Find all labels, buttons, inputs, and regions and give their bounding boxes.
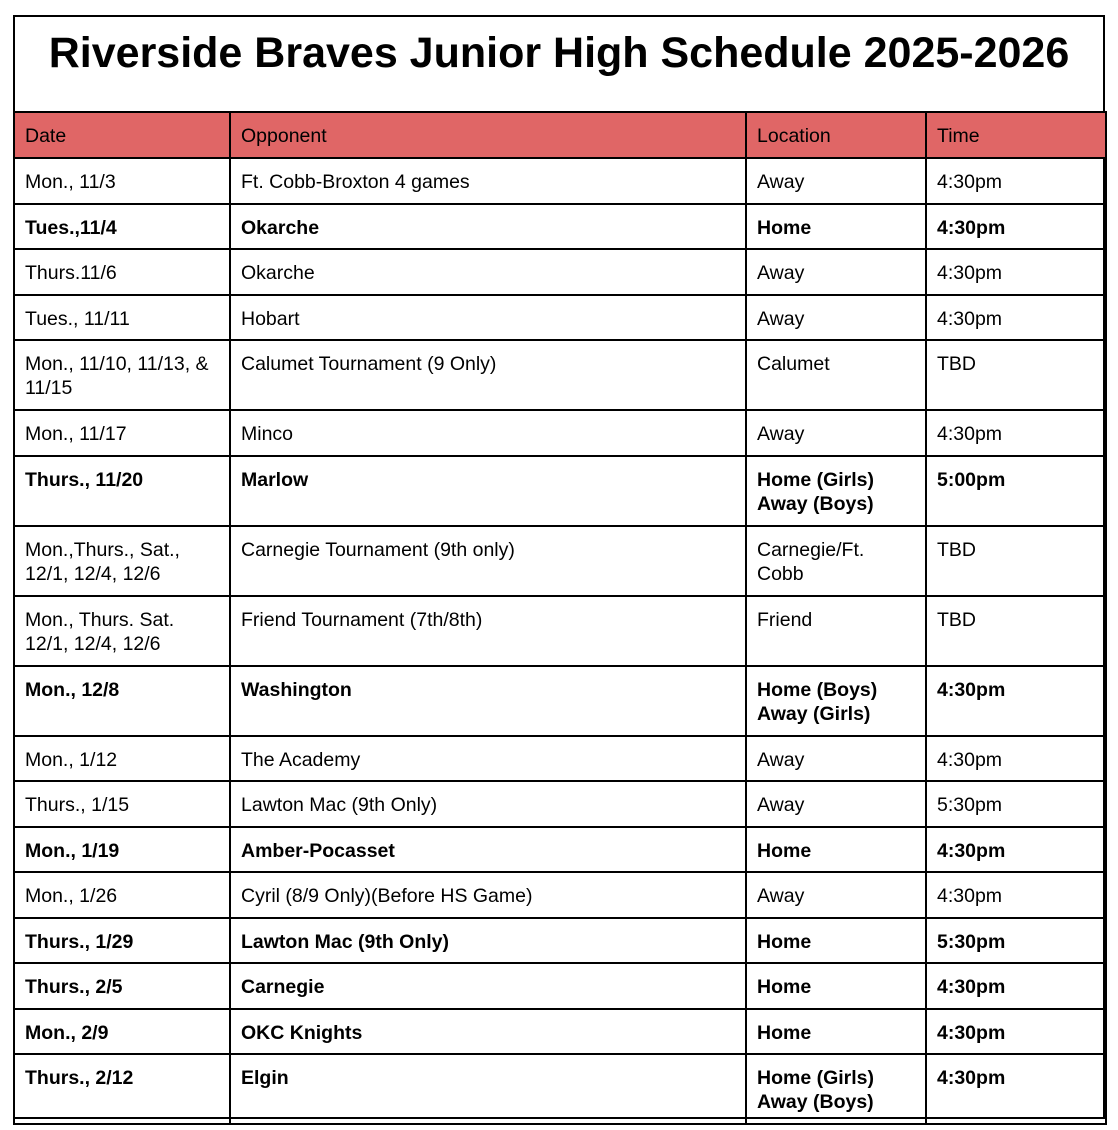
date-cell: Thurs.11/6: [14, 249, 230, 295]
location-cell: [746, 827, 926, 873]
opponent-cell: Carnegie: [230, 963, 746, 1009]
table-header-row: [14, 112, 1106, 158]
opponent-cell: Calumet Tournament (9 Only): [230, 340, 746, 410]
location-line: Away: [757, 307, 805, 330]
location-line: Away: [757, 262, 805, 284]
date-cell: Thurs., 11/20: [14, 456, 230, 526]
location-cell: [746, 963, 926, 1009]
table-row: [14, 340, 1106, 410]
column-header-opponent: Opponent: [230, 112, 746, 158]
time-cell: 5:00pm: [926, 456, 1106, 526]
date-cell: Mon., Thurs. Sat. 12/1, 12/4, 12/6: [14, 596, 230, 666]
opponent-cell: Minco: [230, 410, 746, 456]
location-cell: [746, 666, 926, 736]
location-cell: [746, 596, 926, 666]
location-line: Away (Boys): [757, 1091, 874, 1113]
time-cell: 4:30pm: [926, 295, 1106, 341]
location-cell: [746, 204, 926, 250]
date-cell: Mon.,Thurs., Sat., 12/1, 12/4, 12/6: [14, 526, 230, 596]
time-cell: 4:30pm: [926, 249, 1106, 295]
date-cell: Mon., 12/8: [14, 666, 230, 736]
location-line: Away (Girls): [757, 702, 871, 725]
location-line: Friend: [757, 608, 813, 631]
location-line: Home (Girls): [757, 1067, 875, 1089]
location-cell: [746, 526, 926, 596]
time-cell: 4:30pm: [926, 158, 1106, 204]
location-line: Away: [757, 794, 805, 816]
location-cell: [746, 781, 926, 827]
location-line: Away: [757, 171, 805, 193]
time-cell: TBD: [926, 596, 1106, 666]
location-line: Away: [757, 748, 805, 771]
location-line: Away (Boys): [757, 492, 874, 515]
date-cell: Mon., 11/3: [14, 158, 230, 204]
time-cell: 4:30pm: [926, 1054, 1106, 1124]
date-cell: Thurs., 2/5: [14, 963, 230, 1009]
opponent-cell: Amber-Pocasset: [230, 827, 746, 873]
date-cell: Mon., 1/19: [14, 827, 230, 873]
table-row: [14, 736, 1106, 782]
time-cell: 4:30pm: [926, 410, 1106, 456]
column-header-location: Location: [746, 112, 926, 158]
location-cell: [746, 158, 926, 204]
table-row: [14, 781, 1106, 827]
table-row: [14, 1054, 1106, 1124]
time-cell: 4:30pm: [926, 736, 1106, 782]
time-cell: 4:30pm: [926, 827, 1106, 873]
location-cell: [746, 736, 926, 782]
date-cell: Thurs., 1/15: [14, 781, 230, 827]
location-line: Home: [757, 839, 812, 862]
date-cell: Tues., 11/11: [14, 295, 230, 341]
table-row: [14, 666, 1106, 736]
time-cell: 4:30pm: [926, 666, 1106, 736]
location-line: Home: [757, 216, 812, 239]
table-row: [14, 918, 1106, 964]
location-cell: [746, 249, 926, 295]
page-title: Riverside Braves Junior High Schedule 2025-2026: [48, 29, 1070, 77]
opponent-cell: Hobart: [230, 295, 746, 341]
location-line: Home (Girls): [757, 468, 875, 491]
date-cell: Mon., 1/26: [14, 872, 230, 918]
date-cell: Thurs., 1/29: [14, 918, 230, 964]
time-cell: 5:30pm: [926, 918, 1106, 964]
opponent-cell: Lawton Mac (9th Only): [230, 918, 746, 964]
location-line: Home: [757, 976, 812, 998]
location-line: Carnegie/Ft. Cobb: [757, 538, 865, 585]
time-cell: 4:30pm: [926, 872, 1106, 918]
opponent-cell: Elgin: [230, 1054, 746, 1124]
location-cell: [746, 1009, 926, 1055]
table-row: [14, 963, 1106, 1009]
title-cell: [15, 17, 1103, 111]
location-line: Home: [757, 1021, 812, 1044]
date-cell: Mon., 11/10, 11/13, & 11/15: [14, 340, 230, 410]
location-line: Away: [757, 423, 805, 445]
table-row: [14, 249, 1106, 295]
schedule-table: [13, 111, 1107, 1125]
time-cell: TBD: [926, 526, 1106, 596]
location-cell: [746, 295, 926, 341]
table-row: [14, 872, 1106, 918]
date-cell: Mon., 11/17: [14, 410, 230, 456]
table-row: [14, 410, 1106, 456]
opponent-cell: Okarche: [230, 204, 746, 250]
time-cell: 5:30pm: [926, 781, 1106, 827]
column-header-date: Date: [14, 112, 230, 158]
table-row: [14, 295, 1106, 341]
table-row: [14, 204, 1106, 250]
table-row: [14, 827, 1106, 873]
schedule-body: [14, 158, 1106, 1124]
location-line: Calumet: [757, 353, 830, 375]
location-cell: [746, 456, 926, 526]
opponent-cell: Carnegie Tournament (9th only): [230, 526, 746, 596]
table-row: [14, 526, 1106, 596]
table-row: [14, 1009, 1106, 1055]
column-header-time: Time: [926, 112, 1106, 158]
location-cell: [746, 410, 926, 456]
time-cell: TBD: [926, 340, 1106, 410]
date-cell: Tues.,11/4: [14, 204, 230, 250]
location-line: Home (Boys): [757, 678, 878, 701]
opponent-cell: The Academy: [230, 736, 746, 782]
time-cell: 4:30pm: [926, 1009, 1106, 1055]
date-cell: Mon., 2/9: [14, 1009, 230, 1055]
time-cell: 4:30pm: [926, 204, 1106, 250]
date-cell: Mon., 1/12: [14, 736, 230, 782]
location-cell: [746, 1054, 926, 1124]
location-cell: [746, 872, 926, 918]
schedule-document: [13, 15, 1105, 1119]
location-cell: [746, 918, 926, 964]
opponent-cell: Washington: [230, 666, 746, 736]
table-row: [14, 158, 1106, 204]
opponent-cell: Cyril (8/9 Only)(Before HS Game): [230, 872, 746, 918]
location-cell: [746, 340, 926, 410]
opponent-cell: Ft. Cobb-Broxton 4 games: [230, 158, 746, 204]
table-row: [14, 456, 1106, 526]
opponent-cell: OKC Knights: [230, 1009, 746, 1055]
opponent-cell: Lawton Mac (9th Only): [230, 781, 746, 827]
opponent-cell: Friend Tournament (7th/8th): [230, 596, 746, 666]
date-cell: Thurs., 2/12: [14, 1054, 230, 1124]
location-line: Away: [757, 885, 805, 907]
table-row: [14, 596, 1106, 666]
opponent-cell: Marlow: [230, 456, 746, 526]
time-cell: 4:30pm: [926, 963, 1106, 1009]
opponent-cell: Okarche: [230, 249, 746, 295]
location-line: Home: [757, 930, 812, 953]
